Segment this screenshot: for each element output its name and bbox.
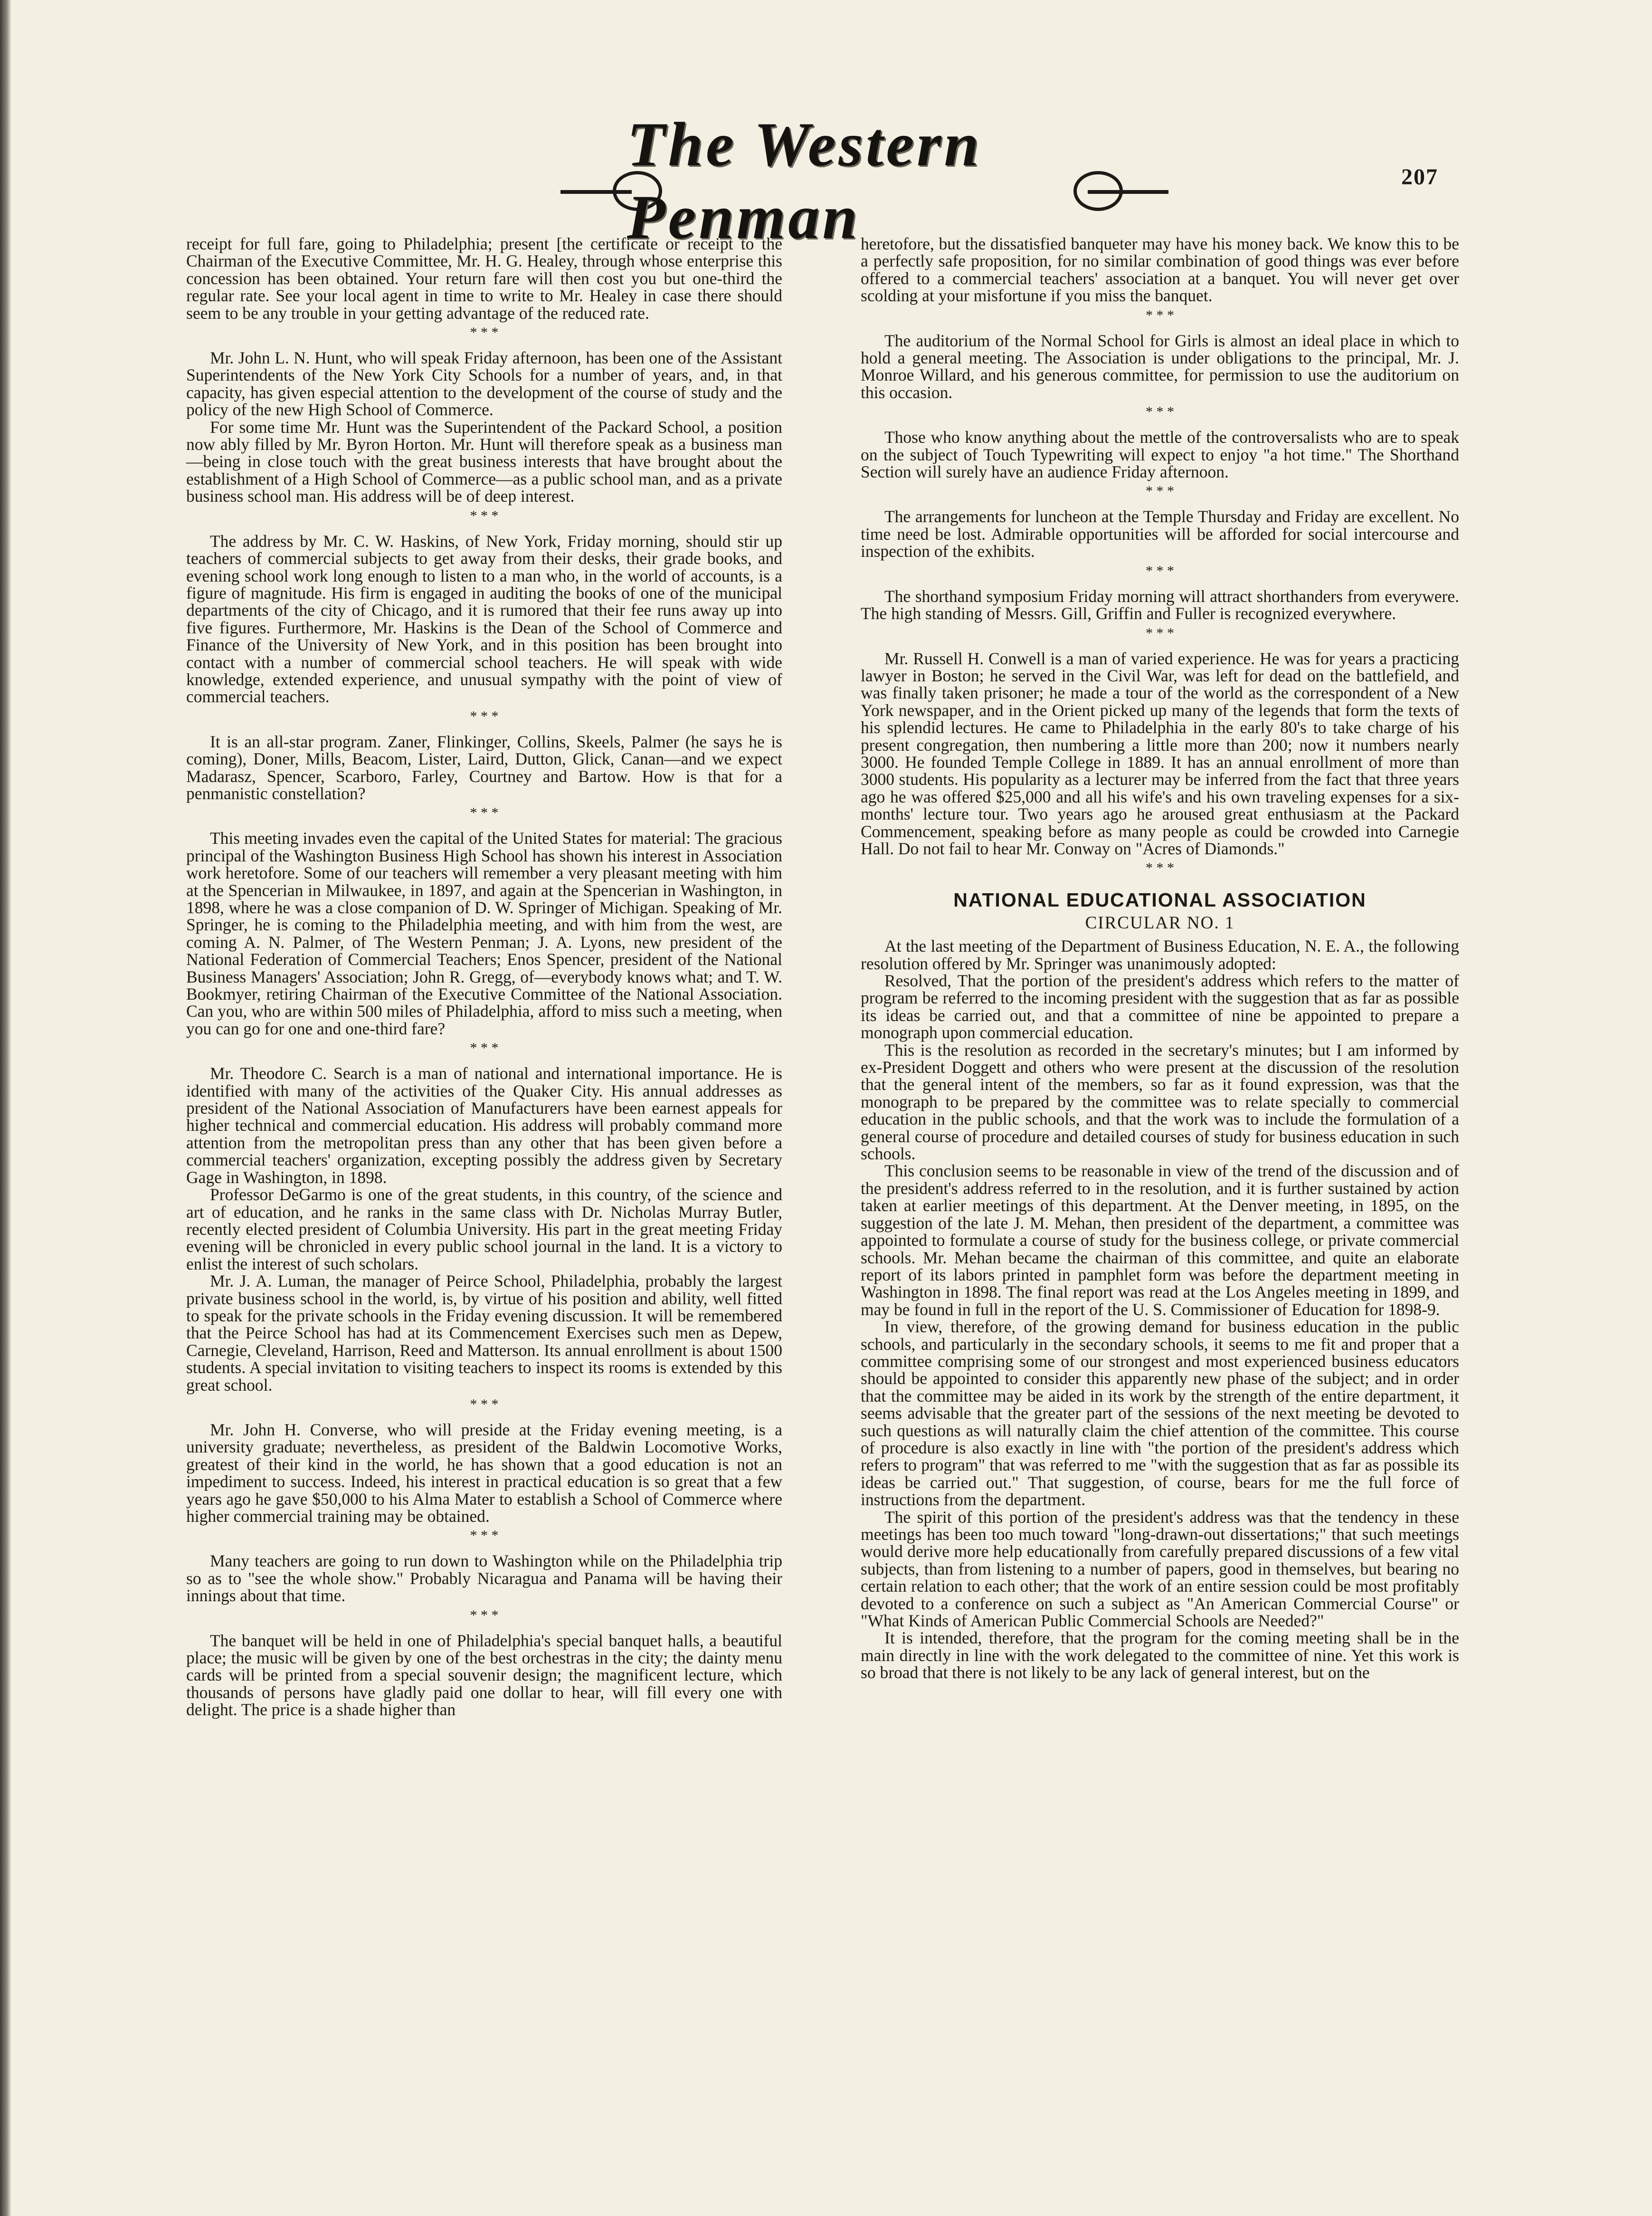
section-separator: * * *: [1146, 404, 1174, 420]
masthead-rule-right: [1088, 190, 1168, 194]
section-separator: * * *: [1146, 860, 1174, 876]
paragraph: Mr. Russell H. Conwell is a man of varied experience. He was for years a practicing lawyer in Boston; he served in the Civil War, was left for dead on the battlefield, and was finally taken prisoner; he made a tour of the world as the correspondent of a New York newspaper, and in the Orient picked up many of the legends that form the texts of his splendid lectures. He came to Philadelphia in the early 80's to take charge of his present congregation, then numbering a little more than 200; now it numbers nearly 3000. He founded Temple College in 1889. It has an annual enrollment of more than 3000 students. His popularity as a lecturer may be inferred from the fact that three years ago he was offered $25,000 and all his wife's and his own traveling expenses for a six-months' lecture tour. Two years ago he aroused great enthusiasm at the Packard Commencement, speaking before as many people as could be crowded into Carnegie Hall. Do not fail to hear Mr. Conway on "Acres of Diamonds.": [861, 649, 1459, 858]
section-separator: * * *: [470, 805, 499, 821]
paragraph: The shorthand symposium Friday morning will attract shorthanders from everywere. The high standing of Messrs. Gill, Griffin and Fuller is recognized everywhere.: [861, 586, 1459, 623]
left-column: [186, 235, 782, 1719]
paragraph: The address by Mr. C. W. Haskins, of New York, Friday morning, should stir up teachers of commercial subjects to get away from their desks, their grade books, and evening school work long enough to listen to a man who, in the world of accounts, is a figure of magnitude. His firm is engaged in auditing the books of one of the municipal departments of the city of Chicago, and it is rumored that their fee runs away up into five figures. Furthermore, Mr. Haskins is the Dean of the School of Commerce and Finance of the University of New York, and in this position has been brought into contact with a number of commercial school teachers. He will speak with wide knowledge, extended experience, and unusual sympathy with the point of view of commercial teachers.: [186, 531, 782, 707]
paragraph: In view, therefore, of the growing demand for business education in the public schools, and particularly in the secondary schools, it seems to me fit and proper that a committee comprising some of our strongest and most experienced business educators should be appointed to consider this apparently new phase of the subject; and in order that the committee may be aided in its work by the strength of the entire department, it seems advisable that the greater part of the sessions of the next meeting be devoted to such questions as will naturally claim the chief attention of the committee. This course of procedure is also exactly in line with "the portion of the president's address which refers to program" that was referred to me "with the suggestion that as far as possible its ideas be carried out." That suggestion, of course, bears for me the full force of instructions from the department.: [861, 1317, 1459, 1509]
paragraph: The arrangements for luncheon at the Temple Thursday and Friday are excellent. No time need be lost. Admirable opportunities will be afforded for social intercourse and inspection of the exhibits.: [861, 507, 1459, 561]
paragraph: The banquet will be held in one of Philadelphia's special banquet halls, a beautiful place; the music will be given by one of the best orchestras in the city; the dainty menu cards will be printed from a special souvenir design; the magnificent lecture, which thousands of persons have gladly paid one dollar to hear, will fill every one with delight. The price is a shade higher than: [186, 1631, 782, 1719]
paragraph: heretofore, but the dissatisfied banqueter may have his money back. We know this to be a perfectly safe proposition, for no similar combination of good things was ever before offered to a commercial teachers' association at a banquet. You will never get over scolding at your misfortune if you miss the banquet.: [861, 234, 1459, 306]
page-number: 207: [1401, 164, 1438, 190]
section-subheading: CIRCULAR NO. 1: [1085, 913, 1235, 933]
page-gutter-shadow: [0, 0, 11, 2216]
paragraph: This is the resolution as recorded in the secretary's minutes; but I am informed by ex-President Doggett and others who were present at the discussion of the resolution that the general intent of the members, so far as it found expression, was that the monograph to be prepared by the committee was to relate specially to commercial education in the public schools, and that the work was to include the formulation of a general course of procedure and detailed courses of study for business education in such schools.: [861, 1040, 1459, 1164]
paragraph: It is intended, therefore, that the program for the coming meeting shall be in the main directly in line with the work delegated to the committee of nine. Yet this work is so broad that there is not likely to be any lack of general interest, but on the: [861, 1628, 1459, 1682]
paragraph: Mr. John L. N. Hunt, who will speak Friday afternoon, has been one of the Assistant Superintendents of the New York City Schools for a number of years, and, in that capacity, has given especial attention to the development of the course of study and the policy of the new High School of Commerce.: [186, 348, 782, 420]
paragraph: Mr. John H. Converse, who will preside at the Friday evening meeting, is a university graduate; nevertheless, as president of the Baldwin Locomotive Works, greatest of their kind in the world, he has shown that a good education is not an impediment to success. Indeed, his interest in practical education is so great that a few years ago he gave $50,000 to his Alma Mater to establish a School of Commerce where higher commercial training may be obtained.: [186, 1420, 782, 1526]
section-separator: * * *: [1146, 563, 1174, 579]
paragraph: The spirit of this portion of the president's address was that the tendency in these meetings has been too much toward "long-drawn-out dissertations;" that such meetings would derive more help educationally from carefully prepared discussions of a few vital subjects, than from listening to a number of papers, good in themselves, but bearing no certain relation to each other; that the work of an entire session could be most profitably devoted to a conference on such a subject as "An American Commercial Course" or "What Kinds of American Public Commercial Schools are Needed?": [861, 1507, 1459, 1631]
section-separator: * * *: [470, 708, 499, 724]
paragraph: Professor DeGarmo is one of the great students, in this country, of the science and art of education, and he ranks in the same class with Dr. Nicholas Murray Butler, recently elected president of Columbia University. His part in the great meeting Friday evening will be chronicled in every public school journal in the land. It is a victory to enlist the interest of such scholars.: [186, 1185, 782, 1273]
section-separator: * * *: [470, 1607, 499, 1623]
masthead-logo: [627, 109, 1092, 252]
section-separator: * * *: [1146, 625, 1174, 641]
paragraph: Many teachers are going to run down to Washington while on the Philadelphia trip so as to "see the whole show." Probably Nicaragua and Panama will be having their innings about that time.: [186, 1551, 782, 1605]
paragraph: It is an all-star program. Zaner, Flinkinger, Collins, Skeels, Palmer (he says he is coming), Doner, Mills, Beacom, Lister, Laird, Dutton, Glick, Canan—and we expect Madarasz, Spencer, Scarboro, Farley, Courtney and Bartow. How is that for a penmanistic constellation?: [186, 732, 782, 803]
section-separator: * * *: [470, 507, 499, 524]
paragraph: This conclusion seems to be reasonable in view of the trend of the discussion and of the president's address referred to in the resolution, and it is further sustained by action taken at earlier meetings of this department. At the Denver meeting, in 1895, on the suggestion of the late J. M. Mehan, then president of the department, a committee was appointed to formulate a course of study for the business college, or private commercial schools. Mr. Mehan became the chairman of this committee, and quite an elaborate report of its labors printed in pamphlet form was before the department meeting in Washington in 1898. The final report was read at the Los Angeles meeting in 1899, and may be found in full in the report of the U. S. Commissioner of Education for 1898-9.: [861, 1161, 1459, 1319]
section-separator: * * *: [1146, 483, 1174, 499]
section-separator: * * *: [470, 1528, 499, 1544]
section-separator: * * *: [470, 325, 499, 341]
section-separator: * * *: [470, 1040, 499, 1056]
masthead-logo-text: The Western Penman: [627, 109, 982, 252]
paragraph: Those who know anything about the mettle of the controversalists who are to speak on the subject of Touch Typewriting will expect to enjoy "a hot time." The Shorthand Section will surely have an audience Friday afternoon.: [861, 428, 1459, 482]
paragraph: Mr. Theodore C. Search is a man of national and international importance. He is identified with many of the activities of the Quaker City. His annual addresses as president of the National Association of Manufacturers have been earnest appeals for higher technical and commercial education. His address will probably command more attention from the metropolitan press than any other that has been given before a commercial teachers' organization, excepting possibly the address given by Secretary Gage in Washington, in 1898.: [186, 1064, 782, 1187]
section-separator: * * *: [470, 1396, 499, 1412]
paragraph: At the last meeting of the Department of Business Education, N. E. A., the following resolution offered by Mr. Springer was unanimously adopted:: [861, 936, 1459, 973]
paragraph: receipt for full fare, going to Philadelphia; present [the certificate or receipt to the Chairman of the Executive Committee, Mr. H. G. Healey, through whose enterprise this concession has been obtained. Your return fare will then cost you but one-third the regular rate. See your local agent in time to write to Mr. Healey in case there should seem to be any trouble in your getting advantage of the reduced rate.: [186, 234, 782, 323]
section-separator: * * *: [1146, 307, 1174, 323]
paragraph: The auditorium of the Normal School for Girls is almost an ideal place in which to hold a general meeting. The Association is under obligations to the principal, Mr. J. Monroe Willard, and his generous committee, for permission to use the auditorium on this occasion.: [861, 331, 1459, 402]
paragraph: Resolved, That the portion of the president's address which refers to the matter of program be referred to the incoming president with the suggestion that as far as possible its ideas be carried out, and that a committee of nine be appointed to prepare a monograph upon commercial education.: [861, 971, 1459, 1042]
paragraph: This meeting invades even the capital of the United States for material: The gracious principal of the Washington Business High School has shown his interest in Association work heretofore. Some of our teachers will remember a very pleasant meeting with him at the Spencerian in Milwaukee, in 1897, and again at the Spencerian in Washington, in 1898, where he was a close companion of D. W. Springer of Michigan. Speaking of Mr. Springer, he is coming to the Philadelphia meeting, and with him from the west, are coming A. N. Palmer, of The Western Penman; J. A. Lyons, new president of the National Federation of Commercial Teachers; Enos Spencer, president of the National Business Managers' Association; John R. Gregg, of—everybody knows what; and T. W. Bookmyer, retiring Chairman of the Executive Committee of the National Association. Can you, who are within 500 miles of Philadelphia, afford to miss such a meeting, when you can go for one and one-third fare?: [186, 829, 782, 1038]
paragraph: For some time Mr. Hunt was the Superintendent of the Packard School, a position now ably filled by Mr. Byron Horton. Mr. Hunt will therefore speak as a business man—being in close touch with the great business interests that have brought about the establishment of a High School of Commerce—as a public school man, and as a private business school man. His address will be of deep interest.: [186, 417, 782, 506]
right-column: [861, 235, 1459, 1681]
section-heading: NATIONAL EDUCATIONAL ASSOCIATION: [953, 889, 1367, 911]
masthead: [560, 100, 1168, 252]
paragraph: Mr. J. A. Luman, the manager of Peirce School, Philadelphia, probably the largest private business school in the world, is, by virtue of his position and ability, well fitted to speak for the private schools in the Friday evening discussion. It will be remembered that the Peirce School has had at its Commencement Exercises such men as Depew, Carnegie, Cleveland, Harrison, Reed and Matterson. Its annual enrollment is about 1500 students. A special invitation to visiting teachers to inspect its rooms is extended by this great school.: [186, 1271, 782, 1395]
